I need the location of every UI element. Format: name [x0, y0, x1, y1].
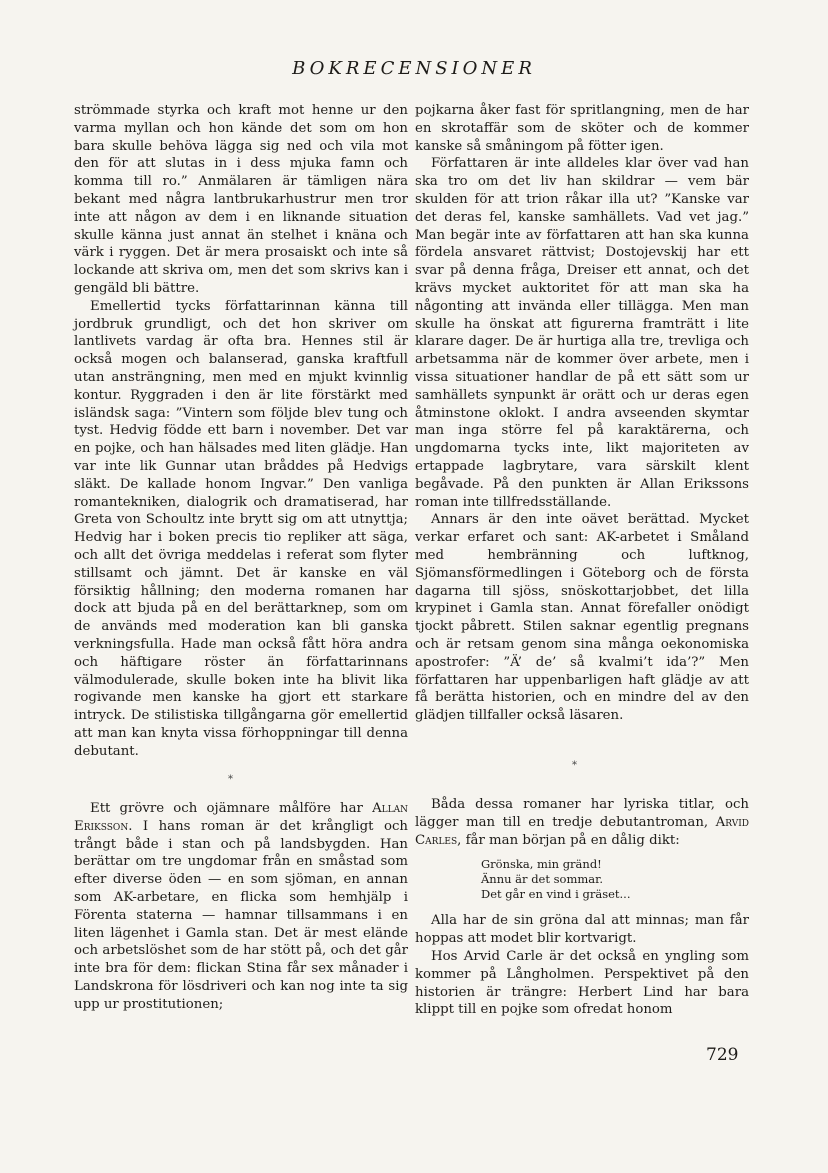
paragraph: Alla har de sin gröna dal att minnas; man får hoppas att modet blir kortvarigt. [415, 913, 749, 947]
section-separator: * [228, 774, 233, 785]
paragraph: Annars är den inte oävet berättad. Mycket verkar erfaret och sant: AK-arbetet i Småland med hembränning och luftknog, Sjömansförmedlingen i Göteborg och de första dagarna till sjöss, snöskottarjobbet, det lilla krypinet i Gamla stan. Annat förefaller onödigt tjockt påbrett. Stilen saknar egentlig pregnans och är retsam genom sina många oekonomiska apostrofer: ”Ä’ de’ så kvalmi’t ida’?” Men författaren har uppenbarligen haft glädje av att få berätta historien, och en mindre del av den glädjen tillfaller också läsaren. [415, 512, 749, 724]
author-name: Allan Eriksson [74, 801, 408, 834]
section-separator: * [572, 760, 577, 771]
poem-line: Det går en vind i gräset... [481, 887, 631, 902]
left-column-bottom [74, 800, 408, 1014]
right-column-top [415, 102, 749, 725]
poem-line: Ännu är det sommar. [481, 872, 604, 887]
text-run: , får man början på en dålig dikt: [457, 832, 680, 848]
paragraph: Författaren är inte alldeles klar över vad han ska tro om det liv han skildrar — vem bär skulden för att trion råkar illa ut? ”Kanske var det deras fel, kanske samhällets. Vad vet jag.” Man begär inte av författaren att han ska kunna fördela ansvaret rättvist; Dostojevskij har ett svar på denna fråga, Dreiser ett annat, och det krävs mycket auktoritet för att man ska ha någonting att invända eller tillägga. Men man skulle ha önskat att figurerna framträtt i lite klarare dager. De är hurtiga alla tre, trevliga och arbetsamma när de kommer över arbete, men i vissa situationer handlar de på ett sätt som ur samhällets synpunkt är orätt och ur deras egen åtminstone oklokt. I andra avseenden skymtar man inga större fel på karaktärerna, och ungdomarna tycks inte, likt majoriteten av ertappade lagbrytare, vara särskilt klent begåvade. På den punkten är Allan Erikssons roman inte tillfredsställande. [415, 156, 749, 510]
text-run: . I hans roman är det krångligt och trångt både i stan och på landsbygden. Han berättar om tre ungdomar från en småstad som efter diverse öden — en som sjöman, en annan som AK-arbetare, en flicka som hemhjälp i Förenta staterna — hamnar tillsammans i en liten lägenhet i Gamla stan. Det är mest elände och arbetslöshet som de har stött på, och det går inte bra för dem: flickan Stina får sex månader i Landskrona för lösdriveri och kan nog inte ta sig upp ur prostitutionen; [74, 818, 408, 1012]
paragraph: Emellertid tycks författarinnan känna till jordbruk grundligt, och det hon skriver om lantlivets vardag är ofta bra. Hennes stil är också mogen och balanserad, ganska kraftfull utan ansträngning, men med en mjukt kvinnlig kontur. Ryggraden i den är lite förstärkt med isländsk saga: ”Vintern som följde blev tung och tyst. Hedvig födde ett barn i november. Det var en pojke, och han hälsades med liten glädje. Han var inte lik Gunnar utan bråddes på Hedvigs släkt. De kallade honom Ingvar.” Den vanliga romantekniken, dialogrik och dramatiserad, har Greta von Schoultz inte brytt sig om att utnyttja; Hedvig har i boken precis tio repliker att säga, och allt det övriga meddelas i referat som flyter stillsamt och jämnt. Det är kanske en väl försiktig hållning; den moderna romanen har dock att bjuda på en del berättarknep, som om de används med moderation kan bli ganska verkningsfulla. Hade man också fått höra andra och häftigare röster än författarinnans välmodulerade, skulle boken inte ha blivit lika rogivande men kanske ha gjort ett starkare intryck. De stilistiska tillgångarna gör emellertid att man kan knyta vissa förhoppningar till denna debutant. [74, 298, 408, 759]
author-name: Arvid Carles [415, 814, 749, 848]
left-column-top [74, 102, 408, 760]
paragraph [415, 796, 749, 849]
right-column-bottom [415, 796, 749, 1019]
paragraph: strömmade styrka och kraft mot henne ur den varma myllan och hon kände det som om hon bara skulle behöva lägga sig ned och vila mot den för att slutas in i dess mjuka famn och komma till ro.” Anmälaren är tämligen nära bekant med några lantbrukarhustrur men tror inte att någon av dem i en liknande situation skulle känna just annat än stelhet i knäna och värk i ryggen. Det är mera prosaiskt och inte så lockande att skriva om, men det som skrivs kan i gengäld bli bättre. [74, 103, 408, 296]
poem-quote [481, 857, 749, 902]
paragraph: Hos Arvid Carle är det också en yngling som kommer på Långholmen. Perspektivet på den historien är trängre: Herbert Lind har bara klippt till en pojke som ofredat honom [415, 948, 749, 1018]
text-run: Ett grövre och ojämnare målföre har [90, 801, 373, 816]
paragraph [74, 800, 408, 1014]
poem-line: Grönska, min gränd! [481, 857, 602, 872]
text-run: Båda dessa romaner har lyriska titlar, och lägger man till en tredje debutantroman, [415, 797, 749, 830]
paragraph: pojkarna åker fast för spritlangning, men de har en skrotaffär som de sköter och de kommer kanske så småningom på fötter igen. [415, 103, 749, 154]
running-header: BOKRECENSIONER [292, 58, 536, 79]
page-number: 729 [706, 1045, 739, 1065]
